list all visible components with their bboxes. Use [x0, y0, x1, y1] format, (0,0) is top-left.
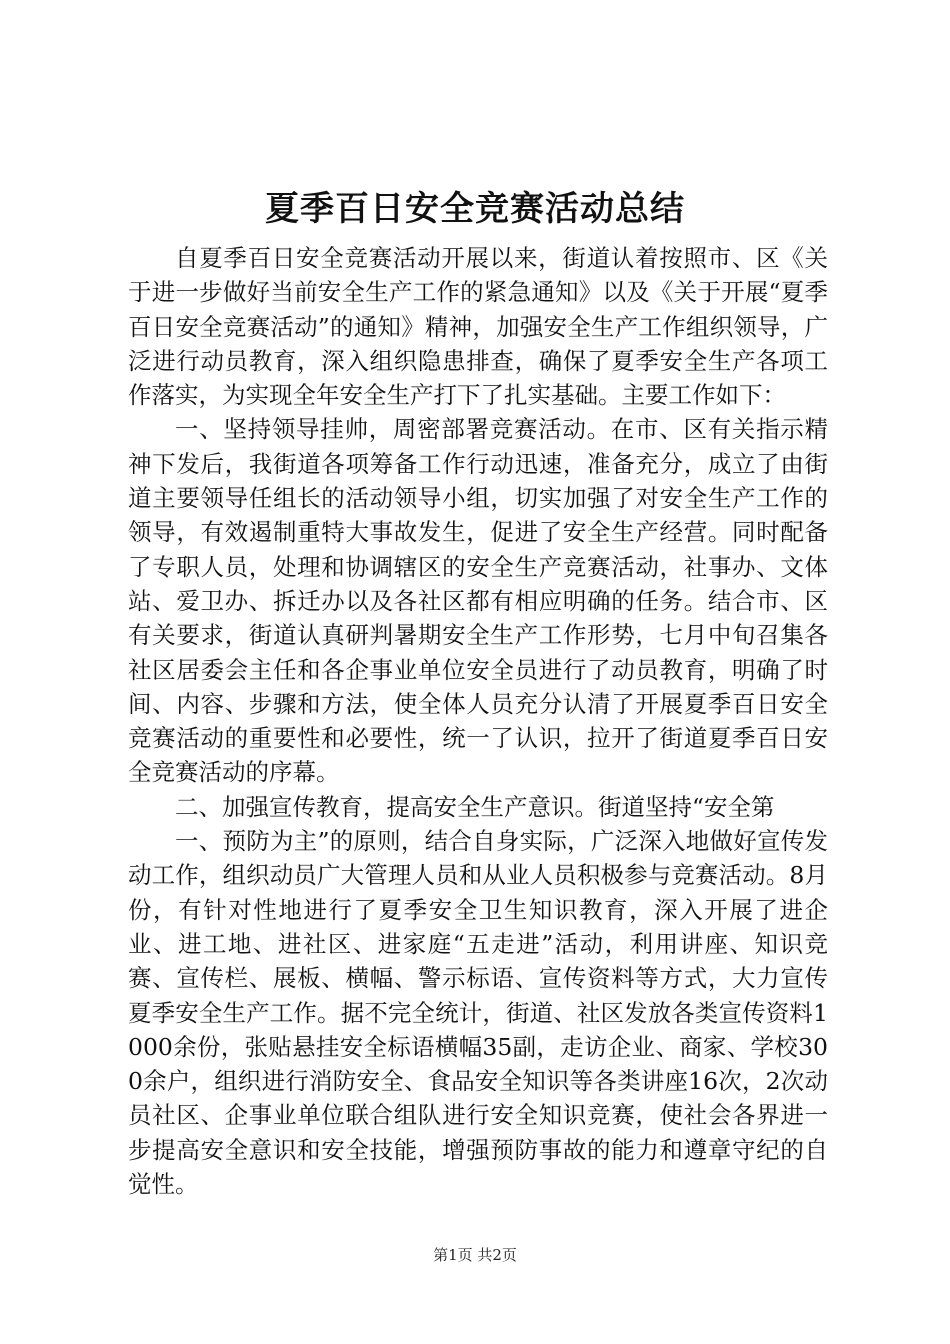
document-title: 夏季百日安全竞赛活动总结 — [265, 189, 685, 229]
paragraph-section-1: 一、坚持领导挂帅，周密部署竞赛活动。在市、区有关指示精神下发后，我街道各项筹备工作行动迅速，准备充分，成立了由街道主要领导任组长的活动领导小组，切实加强了对安全生产工作的领导，有效遏制重特大事故发生，促进了安全生产经营。同时配备了专职人员，处理和协调辖区的安全生产竞赛活动，社事办、文体站、爱卫办、拆迁办以及各社区都有相应明确的任务。结合市、区有关要求，街道认真研判暑期安全生产工作形势，七月中旬召集各社区居委会主任和各企事业单位安全员进行了动员教育，明确了时间、内容、步骤和方法，使全体人员充分认清了开展夏季百日安全竞赛活动的重要性和必要性，统一了认识，拉开了街道夏季百日安全竞赛活动的序幕。 — [128, 415, 828, 787]
paragraph-section-2: 二、加强宣传教育，提高安全生产意识。街道坚持“安全第 — [175, 792, 775, 821]
paragraph-section-2-continued: 一、预防为主”的原则，结合自身实际，广泛深入地做好宣传发动工作，组织动员广大管理人员和从业人员积极参与竞赛活动。8月份，有针对性地进行了夏季安全卫生知识教育，深入开展了进企业、进工地、进社区、进家庭“五走进”活动，利用讲座、知识竞赛、宣传栏、展板、横幅、警示标语、宣传资料等方式，大力宣传夏季安全生产工作。据不完全统计，街道、社区发放各类宣传资料1000余份，张贴悬挂安全标语横幅35副，走访企业、商家、学校300余户，组织进行消防安全、食品安全知识等各类讲座16次，2次动员社区、企事业单位联合组队进行安全知识竞赛，使社会各界进一步提高安全意识和安全技能，增强预防事故的能力和遵章守纪的自觉性。 — [128, 827, 828, 1199]
document-body — [128, 241, 828, 1201]
page-number-footer: 第1页 共2页 — [433, 1246, 517, 1264]
paragraph-intro: 自夏季百日安全竞赛活动开展以来，街道认着按照市、区《关于进一步做好当前安全生产工作的紧急通知》以及《关于开展“夏季百日安全竞赛活动”的通知》精神，加强安全生产工作组织领导，广泛进行动员教育，深入组织隐患排查，确保了夏季安全生产各项工作落实，为实现全年安全生产打下了扎实基础。主要工作如下： — [128, 244, 828, 410]
